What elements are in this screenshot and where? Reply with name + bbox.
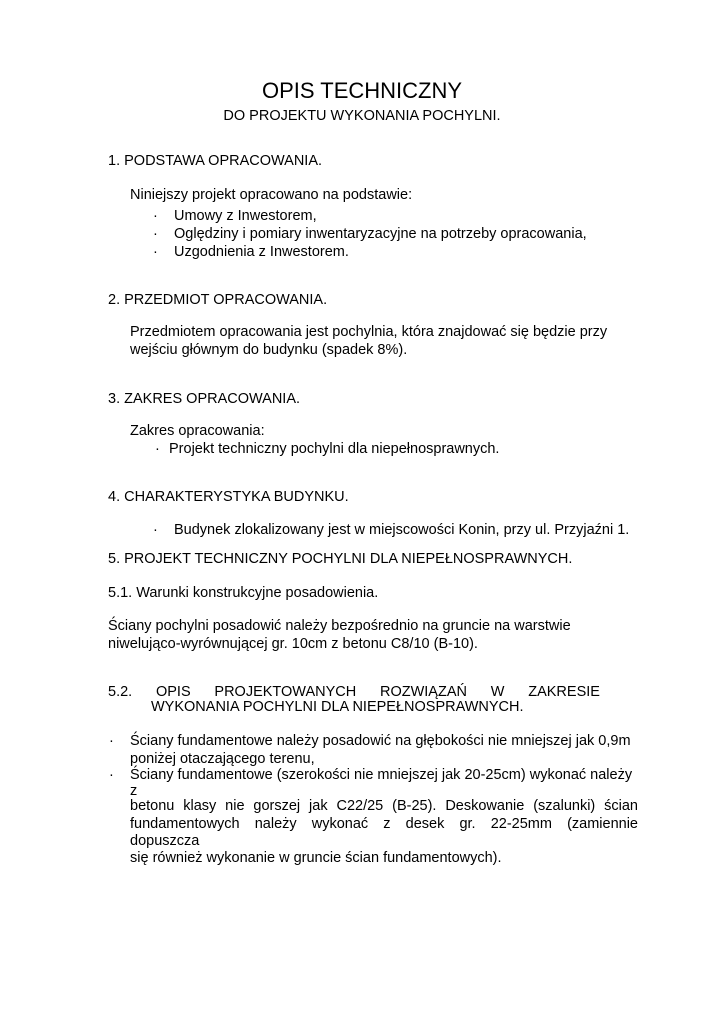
bullet-icon: ·: [153, 244, 158, 260]
section-4-heading: 4. CHARAKTERYSTYKA BUDYNKU.: [108, 489, 349, 505]
section-3-intro: Zakres opracowania:: [130, 423, 265, 439]
heading-word: W: [490, 684, 505, 700]
document-subtitle: DO PROJEKTU WYKONANIA POCHYLNI.: [223, 108, 501, 124]
bullet-text-line: fundamentowych należy wykonać z desek gr. 22-25mm (zamiennie: [130, 816, 638, 832]
bullet-icon: ·: [109, 767, 114, 783]
heading-word: OPIS: [155, 684, 191, 700]
bullet-text-line: Ściany fundamentowe (szerokości nie mniejszej jak 20-25cm) wykonać należy: [130, 767, 633, 783]
bullet-icon: ·: [153, 208, 158, 224]
bullet-text-line: dopuszcza: [130, 833, 200, 849]
section-2-line: wejściu głównym do budynku (spadek 8%).: [130, 342, 408, 358]
section-3-heading: 3. ZAKRES OPRACOWANIA.: [108, 391, 301, 407]
section-1-heading: 1. PODSTAWA OPRACOWANIA.: [108, 153, 323, 169]
section-2-heading: 2. PRZEDMIOT OPRACOWANIA.: [108, 292, 328, 308]
bullet-icon: ·: [153, 226, 158, 242]
heading-word: 5.2.: [108, 684, 133, 700]
bullet-icon: ·: [155, 441, 160, 457]
section-1-intro: Niniejszy projekt opracowano na podstawie:: [130, 187, 413, 203]
bullet-text-line: poniżej otaczającego terenu,: [130, 751, 315, 767]
bullet-text-line: Ściany fundamentowe należy posadowić na głębokości nie mniejszej jak 0,9m: [130, 733, 631, 749]
section-5-2-heading-line2: WYKONANIA POCHYLNI DLA NIEPEŁNOSPRAWNYCH.: [151, 699, 524, 715]
list-item: Umowy z Inwestorem,: [174, 208, 317, 224]
heading-word: ROZWIĄZAŃ: [379, 684, 467, 700]
list-item: Oględziny i pomiary inwentaryzacyjne na potrzeby opracowania,: [174, 226, 587, 242]
list-item: Uzgodnienia z Inwestorem.: [174, 244, 349, 260]
bullet-text-line: z: [130, 783, 138, 799]
heading-word: ZAKRESIE: [528, 684, 600, 700]
document-title: OPIS TECHNICZNY: [261, 78, 463, 103]
section-5-1-line: niwelująco-wyrównującej gr. 10cm z betonu C8/10 (B-10).: [108, 636, 478, 652]
section-2-line: Przedmiotem opracowania jest pochylnia, która znajdować się będzie przy: [130, 324, 608, 340]
list-item: Budynek zlokalizowany jest w miejscowości Konin, przy ul. Przyjaźni 1.: [174, 522, 630, 538]
bullet-icon: ·: [153, 522, 158, 538]
bullet-text-line: się również wykonanie w gruncie ścian fundamentowych).: [130, 850, 502, 866]
bullet-icon: ·: [109, 733, 114, 749]
heading-word: PROJEKTOWANYCH: [214, 684, 357, 700]
section-5-heading: 5. PROJEKT TECHNICZNY POCHYLNI DLA NIEPEŁNOSPRAWNYCH.: [108, 551, 573, 567]
section-5-1-heading: 5.1. Warunki konstrukcyjne posadowienia.: [108, 585, 379, 601]
list-item: Projekt techniczny pochylni dla niepełnosprawnych.: [169, 441, 500, 457]
section-5-1-line: Ściany pochylni posadowić należy bezpośrednio na gruncie na warstwie: [108, 618, 571, 634]
bullet-text-line: betonu klasy nie gorszej jak C22/25 (B-25). Deskowanie (szalunki) ścian: [130, 798, 638, 814]
